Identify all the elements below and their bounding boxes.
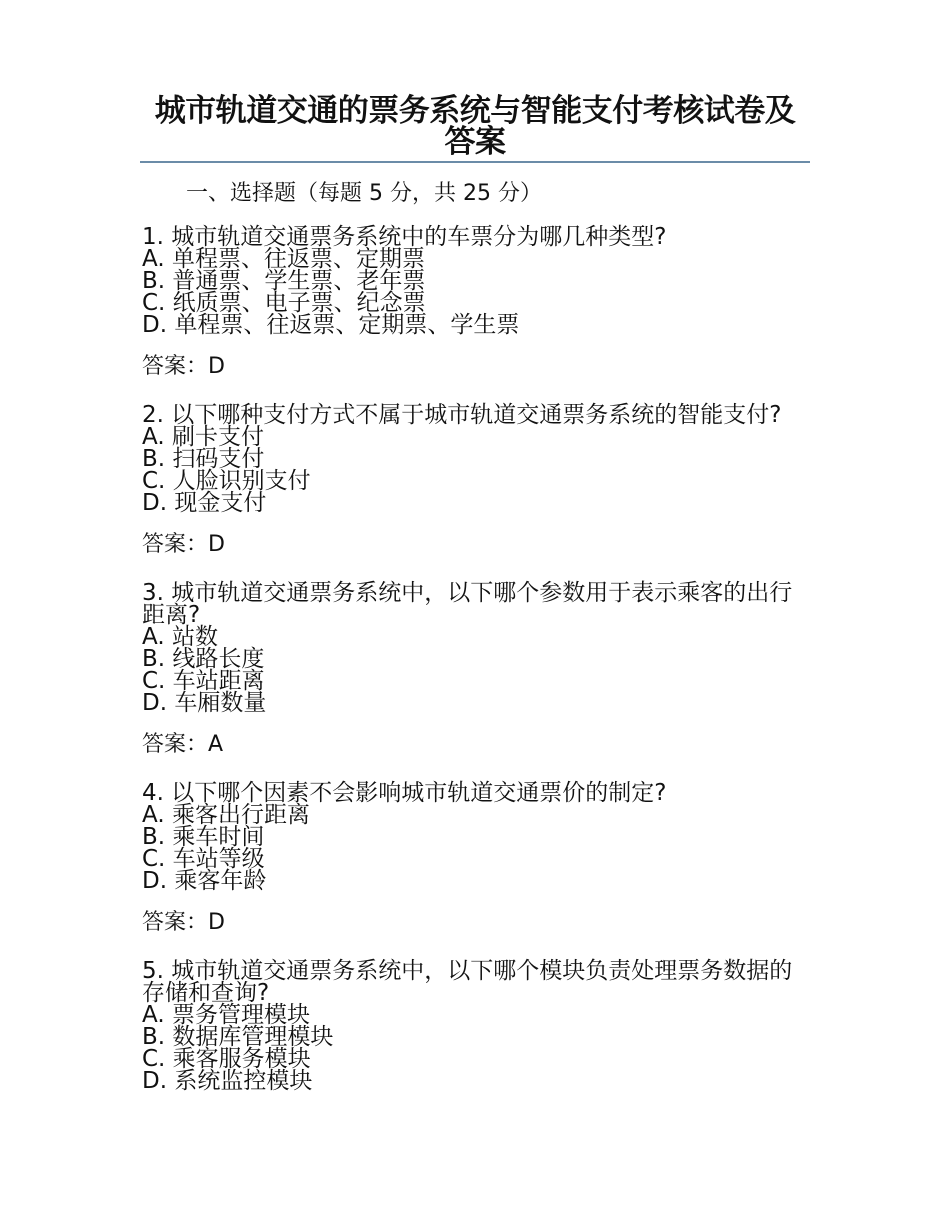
option-d: D. 系统监控模块 <box>142 1068 313 1094</box>
option-b: B. 数据库管理模块 <box>142 1024 334 1050</box>
answer: 答案：D <box>142 532 225 557</box>
option-a: A. 乘客出行距离 <box>142 802 310 828</box>
question-1 <box>142 226 822 380</box>
option-b: B. 线路长度 <box>142 646 265 672</box>
option-c: C. 乘客服务模块 <box>142 1046 311 1072</box>
option-c: C. 人脸识别支付 <box>142 468 311 494</box>
document-title: 城市轨道交通的票务系统与智能支付考核试卷及答案 <box>154 93 796 160</box>
question-2 <box>142 404 822 558</box>
option-c: C. 车站等级 <box>142 846 265 872</box>
question-text: 1. 城市轨道交通票务系统中的车票分为哪几种类型? <box>142 224 667 250</box>
title-underline <box>140 161 810 163</box>
question-text: 3. 城市轨道交通票务系统中，以下哪个参数用于表示乘客的出行距离? <box>142 580 793 628</box>
question-list <box>142 226 822 1092</box>
question-5 <box>142 960 822 1092</box>
option-a: A. 站数 <box>142 624 218 650</box>
option-c: C. 车站距离 <box>142 668 265 694</box>
answer: 答案：D <box>142 910 225 935</box>
option-a: A. 刷卡支付 <box>142 424 264 450</box>
question-text: 4. 以下哪个因素不会影响城市轨道交通票价的制定? <box>142 780 667 806</box>
question-4 <box>142 782 822 936</box>
option-d: D. 现金支付 <box>142 490 267 516</box>
question-3 <box>142 582 822 758</box>
option-d: D. 乘客年龄 <box>142 868 267 894</box>
option-b: B. 乘车时间 <box>142 824 265 850</box>
option-a: A. 单程票、往返票、定期票 <box>142 246 425 272</box>
option-b: B. 普通票、学生票、老年票 <box>142 268 426 294</box>
answer: 答案：D <box>142 354 225 379</box>
question-text: 2. 以下哪种支付方式不属于城市轨道交通票务系统的智能支付? <box>142 402 782 428</box>
option-d: D. 车厢数量 <box>142 690 267 716</box>
option-b: B. 扫码支付 <box>142 446 265 472</box>
answer: 答案：A <box>142 732 224 757</box>
option-a: A. 票务管理模块 <box>142 1002 310 1028</box>
question-text: 5. 城市轨道交通票务系统中，以下哪个模块负责处理票务数据的存储和查询? <box>142 958 793 1006</box>
section-heading: 一、选择题（每题 5 分，共 25 分） <box>186 181 542 206</box>
option-d: D. 单程票、往返票、定期票、学生票 <box>142 312 520 338</box>
option-c: C. 纸质票、电子票、纪念票 <box>142 290 426 316</box>
